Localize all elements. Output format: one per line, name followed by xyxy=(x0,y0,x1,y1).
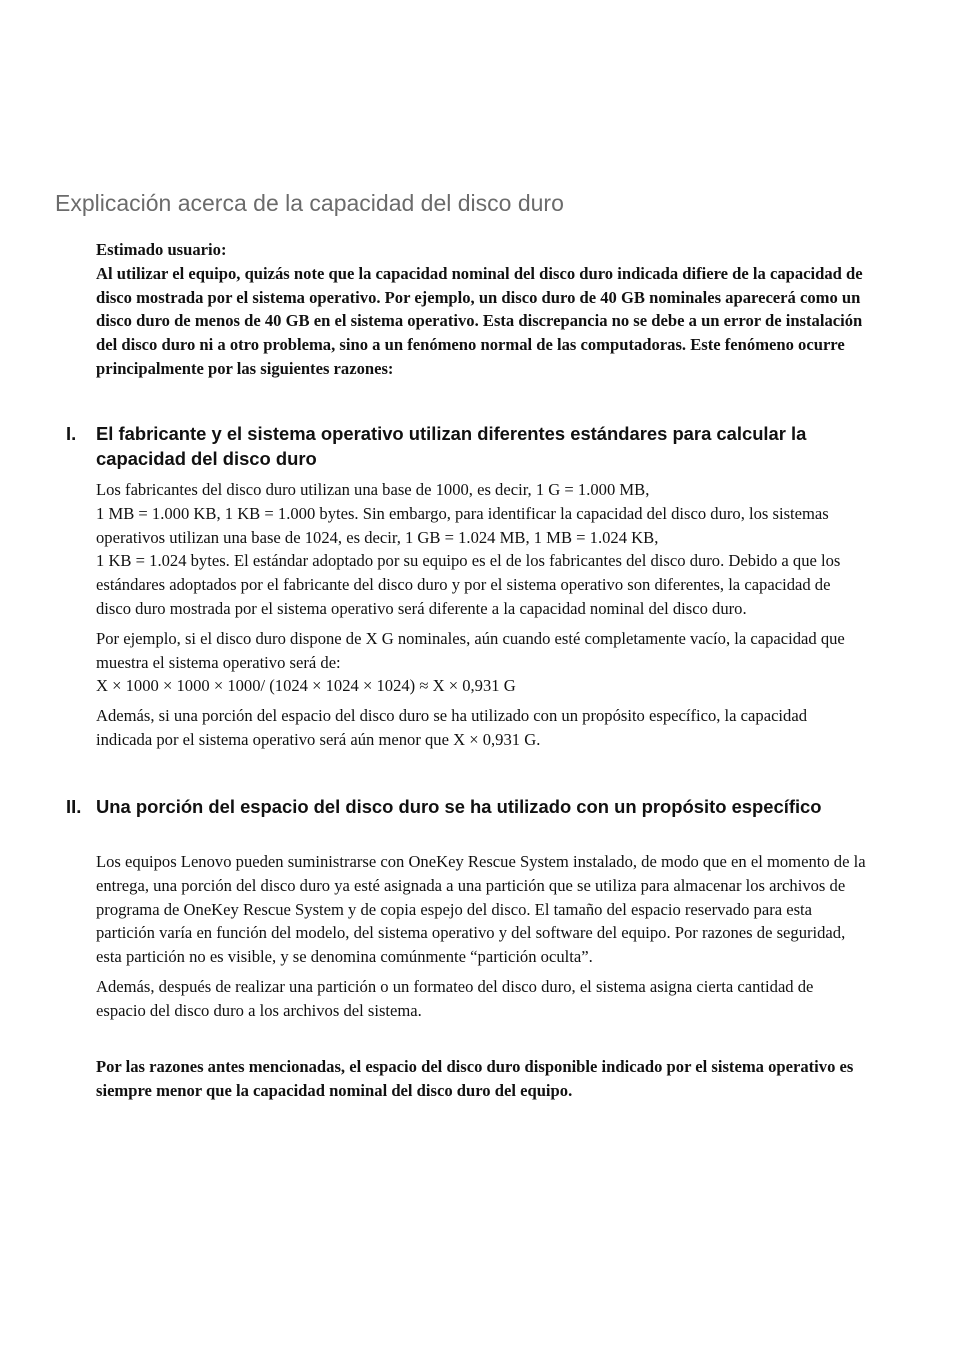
section-1-paragraph: 1 KB = 1.024 bytes. El estándar adoptado por su equipo es el de los fabricantes del disco duro. Debido a que los estándares adoptados por el fabricante del disco duro y por el sistema operativo son diferentes, la capacidad de disco duro mostrada por el sistema operativo será diferente a la capacidad nominal del disco duro. xyxy=(96,551,841,618)
intro-greeting: Estimado usuario: xyxy=(96,240,227,259)
section-1-body xyxy=(96,478,866,758)
section-2-paragraph: Además, después de realizar una partición o un formateo del disco duro, el sistema asigna cierta cantidad de espacio del disco duro a los archivos del sistema. xyxy=(96,976,814,1020)
section-1-paragraph: Además, si una porción del espacio del disco duro se ha utilizado con un propósito específico, la capacidad indicada por el sistema operativo será aún menor que X × 0,931 G. xyxy=(96,706,808,749)
section-2-body xyxy=(96,850,866,1029)
section-2-paragraph: Los equipos Lenovo pueden suministrarse con OneKey Rescue System instalado, de modo que en el momento de la entrega, una porción del disco duro ya esté asignada a una partición que se utiliza para almacenar los archivos de programa de OneKey Rescue System y de copia espejo del disco. El tamaño del espacio reservado para esta partición varía en función del modelo, del sistema operativo y del software del equipo. Por razones de seguridad, esta partición no es visible, y se denomina comúnmente “partición oculta”. xyxy=(96,852,866,967)
section-1-paragraph: Por ejemplo, si el disco duro dispone de X G nominales, aún cuando esté completamente vacío, la capacidad que muestra el sistema operativo será de: xyxy=(96,628,845,672)
section-1-formula: X × 1000 × 1000 × 1000/ (1024 × 1024 × 1024) ≈ X × 0,931 G xyxy=(96,676,516,696)
section-1-title: El fabricante y el sistema operativo utilizan diferentes estándares para calcular la capacidad del disco duro xyxy=(96,423,807,469)
section-2-number: II. xyxy=(66,796,82,817)
intro-text: Al utilizar el equipo, quizás note que la capacidad nominal del disco duro indicada difiere de la capacidad de disco mostrada por el sistema operativo. Por ejemplo, un disco duro de 40 GB nominales aparecerá como un disco duro de menos de 40 GB en el sistema operativo. Esta discrepancia no se debe a un error de instalación del disco duro ni a otro problema, sino a un fenómeno normal de las computadoras. Este fenómeno ocurre principalmente por las siguientes razones: xyxy=(96,263,863,378)
intro-block xyxy=(96,238,866,381)
section-2-title: Una porción del espacio del disco duro se ha utilizado con un propósito específico xyxy=(96,796,822,817)
conclusion-text: Por las razones antes mencionadas, el espacio del disco duro disponible indicado por el sistema operativo es siempre menor que la capacidad nominal del disco duro del equipo. xyxy=(96,1057,854,1100)
page-title: Explicación acerca de la capacidad del disco duro xyxy=(55,190,564,216)
section-1-paragraph: 1 MB = 1.000 KB, 1 KB = 1.000 bytes. Sin embargo, para identificar la capacidad del disco duro, los sistemas operativos utilizan una base de 1024, es decir, 1 GB = 1.024 MB, 1 MB = 1.024 KB, xyxy=(96,503,829,547)
section-1-number: I. xyxy=(66,423,77,444)
section-1-heading xyxy=(66,421,866,471)
section-2-heading xyxy=(66,794,866,819)
section-1-paragraph: Los fabricantes del disco duro utilizan una base de 1000, es decir, 1 G = 1.000 MB, xyxy=(96,480,650,499)
